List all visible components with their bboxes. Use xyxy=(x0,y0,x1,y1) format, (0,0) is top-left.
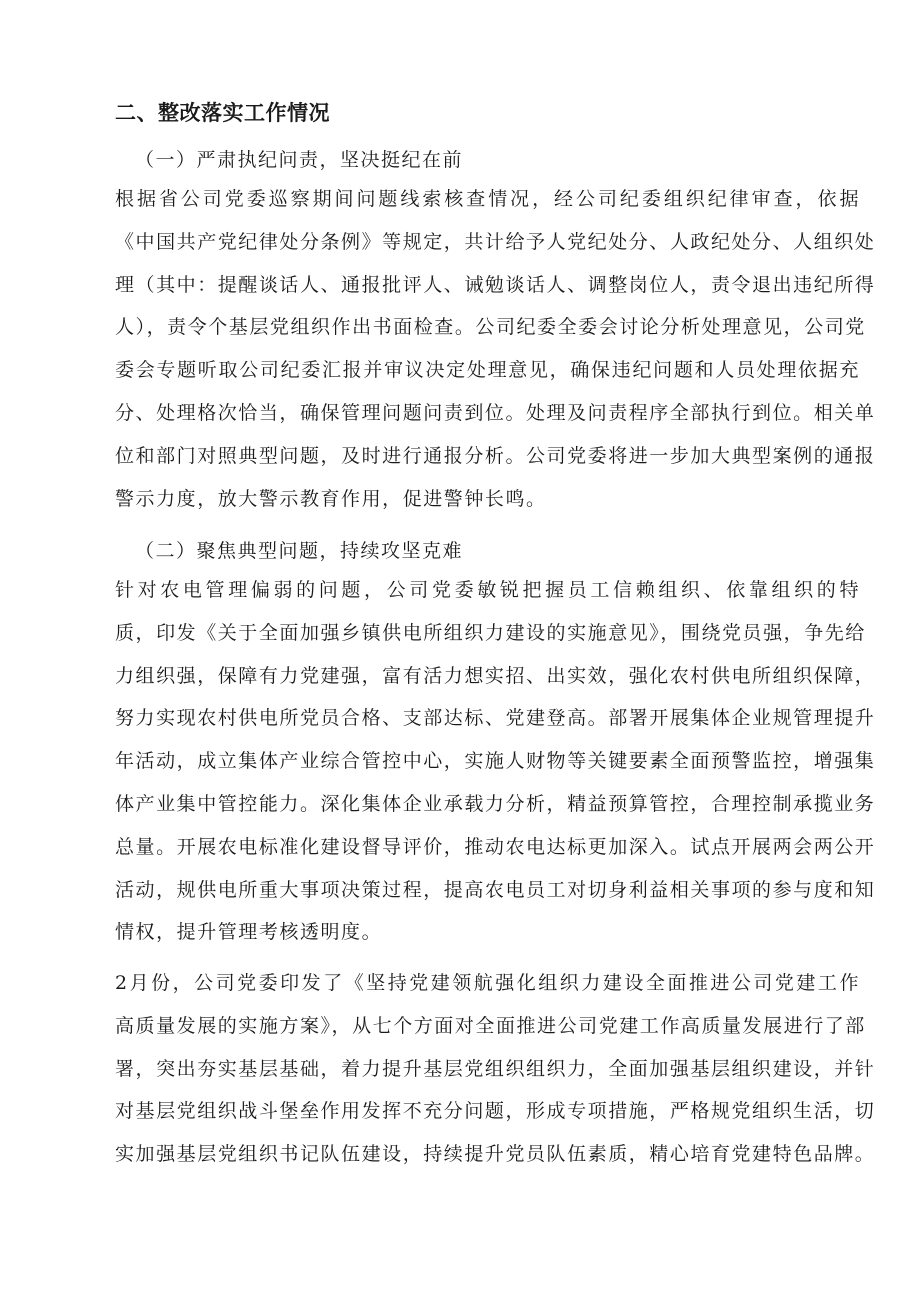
paragraph-line: 理（其中：提醒谈话人、通报批评人、诫勉谈话人、调整岗位人，责令退出违纪所得 xyxy=(115,273,876,296)
paragraph-line: 体产业集中管控能力。深化集体企业承载力分析，精益预算管控，合理控制承揽业务 xyxy=(115,792,876,815)
paragraph-line: 位和部门对照典型问题，及时进行通报分析。公司党委将进一步加大典型案例的通报 xyxy=(115,444,876,467)
paragraph-line: 委会专题听取公司纪委汇报并审议决定处理意见，确保违纪问题和人员处理依据充 xyxy=(115,359,860,382)
paragraph-line: 总量。开展农电标准化建设督导评价，推动农电达标更加深入。试点开展两会两公开 xyxy=(115,835,876,858)
subsection-heading-2: （二）聚焦典型问题，持续攻坚克难 xyxy=(135,540,464,562)
paragraph-line: 年活动，成立集体产业综合管控中心，实施人财物等关键要素全面预警监控，增强集 xyxy=(115,750,876,773)
paragraph-line: 《中国共产党纪律处分条例》等规定，共计给予人党纪处分、人政纪处分、人组织处 xyxy=(115,230,876,253)
paragraph-line: 力组织强，保障有力党建强，富有活力想实招、出实效，强化农村供电所组织保障， xyxy=(115,664,876,687)
paragraph-line: 努力实现农村供电所党员合格、支部达标、党建登高。部署开展集体企业规管理提升 xyxy=(115,707,876,730)
section-heading: 二、整改落实工作情况 xyxy=(115,101,330,125)
paragraph-line: 对基层党组织战斗堡垒作用发挥不充分问题，形成专项措施，严格规党组织生活，切 xyxy=(115,1100,876,1123)
subsection-heading-1: （一）严肃执纪问责，坚决挺纪在前 xyxy=(135,149,464,171)
paragraph-line: 情权，提升管理考核透明度。 xyxy=(115,921,383,944)
paragraph-line: 2月份，公司党委印发了《坚持党建领航强化组织力建设全面推进公司党建工作 xyxy=(115,972,860,994)
paragraph-line: 署，突出夯实基层基础，着力提升基层党组织组织力，全面加强基层组织建设，并针 xyxy=(115,1057,876,1080)
paragraph-party-building xyxy=(115,962,876,1176)
paragraph-line: 针对农电管理偏弱的问题，公司党委敏锐把握员工信赖组织、依靠组织的特 xyxy=(115,579,860,601)
paragraph-line: 警示力度，放大警示教育作用，促进警钟长鸣。 xyxy=(115,487,547,510)
paragraph-line: 活动，规供电所重大事项决策过程，提高农电员工对切身利益相关事项的参与度和知 xyxy=(115,878,876,901)
paragraph-line: 质，印发《关于全面加强乡镇供电所组织力建设的实施意见》，围绕党员强，争先给 xyxy=(115,621,866,644)
paragraph-rural-power xyxy=(115,569,876,954)
paragraph-discipline xyxy=(115,178,876,520)
paragraph-line: 高质量发展的实施方案》，从七个方面对全面推进公司党建工作高质量发展进行了部 xyxy=(115,1014,866,1037)
paragraph-line: 实加强基层党组织书记队伍建设，持续提升党员队伍素质，精心培育党建特色品牌。 xyxy=(115,1143,876,1166)
paragraph-line: 人），责令个基层党组织作出书面检查。公司纪委全委会讨论分析处理意见，公司党 xyxy=(115,316,866,339)
paragraph-line: 分、处理格次恰当，确保管理问题问责到位。处理及问责程序全部执行到位。相关单 xyxy=(115,401,876,424)
paragraph-line: 根据省公司党委巡察期间问题线索核查情况，经公司纪委组织纪律审查，依据 xyxy=(115,188,860,210)
